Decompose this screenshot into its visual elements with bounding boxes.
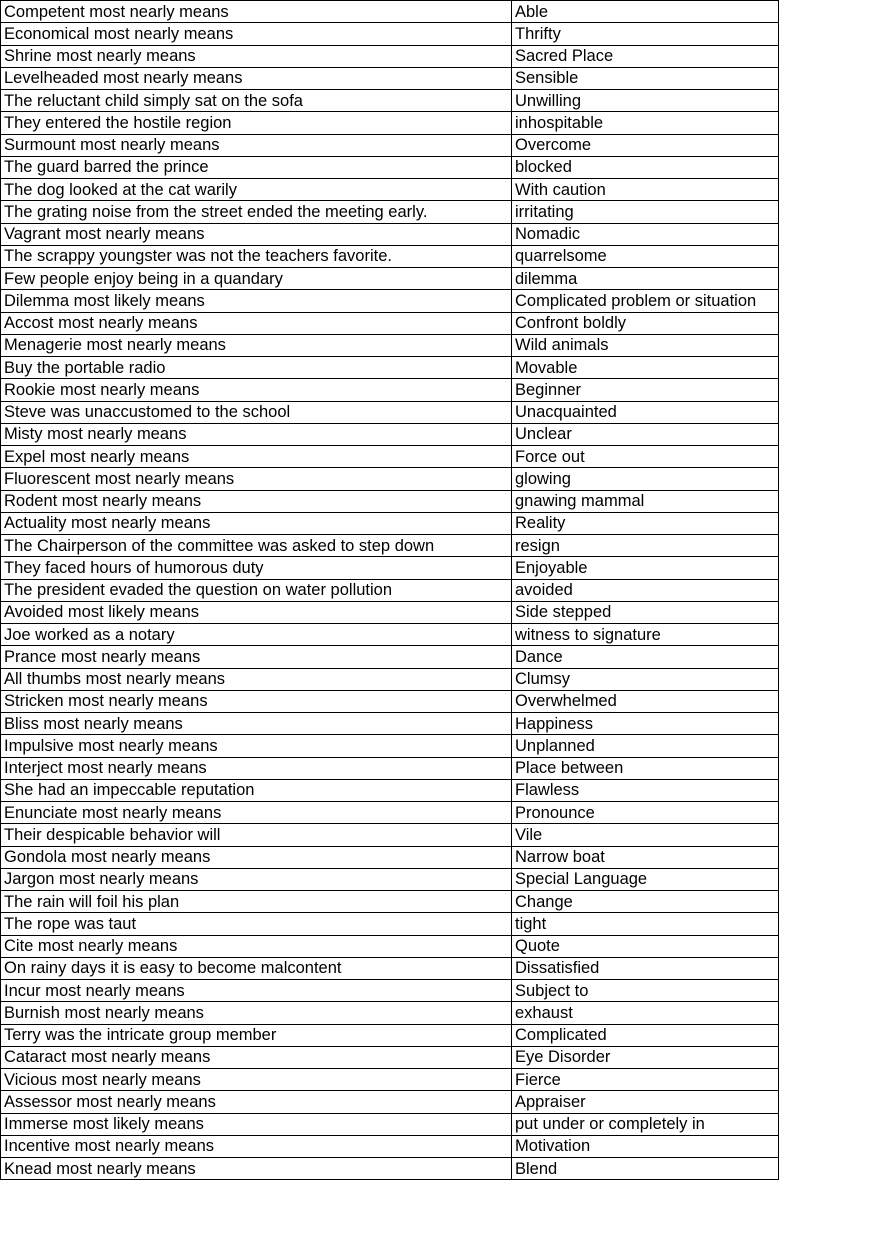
definition-cell: Unplanned — [512, 735, 779, 757]
definition-cell: Narrow boat — [512, 846, 779, 868]
table-row — [1, 668, 779, 690]
term-cell: Few people enjoy being in a quandary — [1, 268, 512, 290]
definition-cell: Special Language — [512, 868, 779, 890]
definition-cell: Dance — [512, 646, 779, 668]
term-cell: The scrappy youngster was not the teachers favorite. — [1, 245, 512, 267]
term-cell: Accost most nearly means — [1, 312, 512, 334]
table-row — [1, 535, 779, 557]
term-cell: The rope was taut — [1, 913, 512, 935]
term-cell: Joe worked as a notary — [1, 624, 512, 646]
table-row — [1, 223, 779, 245]
table-row — [1, 245, 779, 267]
table-row — [1, 201, 779, 223]
term-cell: Knead most nearly means — [1, 1158, 512, 1180]
term-cell: Levelheaded most nearly means — [1, 67, 512, 89]
table-row — [1, 1024, 779, 1046]
definition-cell: Beginner — [512, 379, 779, 401]
term-cell: Gondola most nearly means — [1, 846, 512, 868]
term-cell: Bliss most nearly means — [1, 713, 512, 735]
term-cell: Cataract most nearly means — [1, 1046, 512, 1068]
term-cell: Jargon most nearly means — [1, 868, 512, 890]
definition-cell: Overcome — [512, 134, 779, 156]
table-row — [1, 690, 779, 712]
term-cell: Burnish most nearly means — [1, 1002, 512, 1024]
term-cell: Their despicable behavior will — [1, 824, 512, 846]
table-row — [1, 334, 779, 356]
definition-cell: Force out — [512, 446, 779, 468]
term-cell: Prance most nearly means — [1, 646, 512, 668]
table-row — [1, 90, 779, 112]
definition-cell: Subject to — [512, 980, 779, 1002]
table-row — [1, 1158, 779, 1180]
term-cell: Surmount most nearly means — [1, 134, 512, 156]
term-cell: Enunciate most nearly means — [1, 802, 512, 824]
table-row — [1, 156, 779, 178]
term-cell: The Chairperson of the committee was asked to step down — [1, 535, 512, 557]
definition-cell: Fierce — [512, 1069, 779, 1091]
definition-cell: Unacquainted — [512, 401, 779, 423]
table-row — [1, 490, 779, 512]
table-row — [1, 802, 779, 824]
table-row — [1, 512, 779, 534]
definition-cell: Quote — [512, 935, 779, 957]
definition-cell: Nomadic — [512, 223, 779, 245]
term-cell: Incentive most nearly means — [1, 1135, 512, 1157]
definition-cell: Pronounce — [512, 802, 779, 824]
definition-cell: Unclear — [512, 423, 779, 445]
definition-cell: Vile — [512, 824, 779, 846]
term-cell: On rainy days it is easy to become malcontent — [1, 957, 512, 979]
table-row — [1, 67, 779, 89]
term-cell: Buy the portable radio — [1, 357, 512, 379]
term-cell: The reluctant child simply sat on the sofa — [1, 90, 512, 112]
definition-cell: Place between — [512, 757, 779, 779]
term-cell: Vicious most nearly means — [1, 1069, 512, 1091]
table-row — [1, 446, 779, 468]
definition-cell: Happiness — [512, 713, 779, 735]
table-row — [1, 935, 779, 957]
definition-cell: put under or completely in — [512, 1113, 779, 1135]
term-cell: She had an impeccable reputation — [1, 779, 512, 801]
term-cell: Rodent most nearly means — [1, 490, 512, 512]
term-cell: Impulsive most nearly means — [1, 735, 512, 757]
definition-cell: glowing — [512, 468, 779, 490]
term-cell: Steve was unaccustomed to the school — [1, 401, 512, 423]
table-row — [1, 112, 779, 134]
term-cell: All thumbs most nearly means — [1, 668, 512, 690]
definition-cell: Complicated problem or situation — [512, 290, 779, 312]
definition-cell: quarrelsome — [512, 245, 779, 267]
definition-cell: Side stepped — [512, 601, 779, 623]
vocabulary-table-body — [1, 1, 779, 1180]
table-row — [1, 401, 779, 423]
term-cell: The guard barred the prince — [1, 156, 512, 178]
table-row — [1, 1069, 779, 1091]
term-cell: Interject most nearly means — [1, 757, 512, 779]
definition-cell: tight — [512, 913, 779, 935]
term-cell: The dog looked at the cat warily — [1, 179, 512, 201]
definition-cell: Complicated — [512, 1024, 779, 1046]
term-cell: The president evaded the question on water pollution — [1, 579, 512, 601]
term-cell: Rookie most nearly means — [1, 379, 512, 401]
definition-cell: resign — [512, 535, 779, 557]
table-row — [1, 824, 779, 846]
definition-cell: Blend — [512, 1158, 779, 1180]
term-cell: Shrine most nearly means — [1, 45, 512, 67]
term-cell: Misty most nearly means — [1, 423, 512, 445]
definition-cell: Enjoyable — [512, 557, 779, 579]
term-cell: Actuality most nearly means — [1, 512, 512, 534]
term-cell: Competent most nearly means — [1, 1, 512, 23]
term-cell: Assessor most nearly means — [1, 1091, 512, 1113]
definition-cell: exhaust — [512, 1002, 779, 1024]
table-row — [1, 846, 779, 868]
table-row — [1, 179, 779, 201]
term-cell: They entered the hostile region — [1, 112, 512, 134]
table-row — [1, 23, 779, 45]
term-cell: Dilemma most likely means — [1, 290, 512, 312]
definition-cell: avoided — [512, 579, 779, 601]
table-row — [1, 646, 779, 668]
term-cell: Fluorescent most nearly means — [1, 468, 512, 490]
term-cell: Avoided most likely means — [1, 601, 512, 623]
definition-cell: dilemma — [512, 268, 779, 290]
definition-cell: Sacred Place — [512, 45, 779, 67]
table-row — [1, 1113, 779, 1135]
definition-cell: Able — [512, 1, 779, 23]
table-row — [1, 357, 779, 379]
table-row — [1, 891, 779, 913]
table-row — [1, 868, 779, 890]
table-row — [1, 957, 779, 979]
definition-cell: Movable — [512, 357, 779, 379]
definition-cell: inhospitable — [512, 112, 779, 134]
term-cell: Incur most nearly means — [1, 980, 512, 1002]
table-row — [1, 557, 779, 579]
table-row — [1, 290, 779, 312]
table-row — [1, 134, 779, 156]
table-row — [1, 1, 779, 23]
definition-cell: Thrifty — [512, 23, 779, 45]
definition-cell: witness to signature — [512, 624, 779, 646]
table-row — [1, 1135, 779, 1157]
table-row — [1, 45, 779, 67]
table-row — [1, 713, 779, 735]
table-row — [1, 980, 779, 1002]
definition-cell: Dissatisfied — [512, 957, 779, 979]
definition-cell: irritating — [512, 201, 779, 223]
table-row — [1, 779, 779, 801]
definition-cell: gnawing mammal — [512, 490, 779, 512]
table-row — [1, 735, 779, 757]
definition-cell: Clumsy — [512, 668, 779, 690]
term-cell: Economical most nearly means — [1, 23, 512, 45]
table-row — [1, 913, 779, 935]
term-cell: Immerse most likely means — [1, 1113, 512, 1135]
table-row — [1, 624, 779, 646]
table-row — [1, 1091, 779, 1113]
term-cell: Expel most nearly means — [1, 446, 512, 468]
term-cell: The grating noise from the street ended the meeting early. — [1, 201, 512, 223]
definition-cell: Sensible — [512, 67, 779, 89]
definition-cell: Overwhelmed — [512, 690, 779, 712]
table-row — [1, 379, 779, 401]
table-row — [1, 757, 779, 779]
definition-cell: Wild animals — [512, 334, 779, 356]
table-row — [1, 1002, 779, 1024]
term-cell: Vagrant most nearly means — [1, 223, 512, 245]
definition-cell: Confront boldly — [512, 312, 779, 334]
definition-cell: Appraiser — [512, 1091, 779, 1113]
term-cell: They faced hours of humorous duty — [1, 557, 512, 579]
definition-cell: Motivation — [512, 1135, 779, 1157]
table-row — [1, 268, 779, 290]
definition-cell: blocked — [512, 156, 779, 178]
table-row — [1, 601, 779, 623]
term-cell: Cite most nearly means — [1, 935, 512, 957]
table-row — [1, 1046, 779, 1068]
term-cell: Menagerie most nearly means — [1, 334, 512, 356]
term-cell: Stricken most nearly means — [1, 690, 512, 712]
term-cell: The rain will foil his plan — [1, 891, 512, 913]
definition-cell: Flawless — [512, 779, 779, 801]
definition-cell: With caution — [512, 179, 779, 201]
table-row — [1, 579, 779, 601]
definition-cell: Reality — [512, 512, 779, 534]
table-row — [1, 423, 779, 445]
table-row — [1, 312, 779, 334]
definition-cell: Change — [512, 891, 779, 913]
term-cell: Terry was the intricate group member — [1, 1024, 512, 1046]
definition-cell: Eye Disorder — [512, 1046, 779, 1068]
definition-cell: Unwilling — [512, 90, 779, 112]
table-row — [1, 468, 779, 490]
